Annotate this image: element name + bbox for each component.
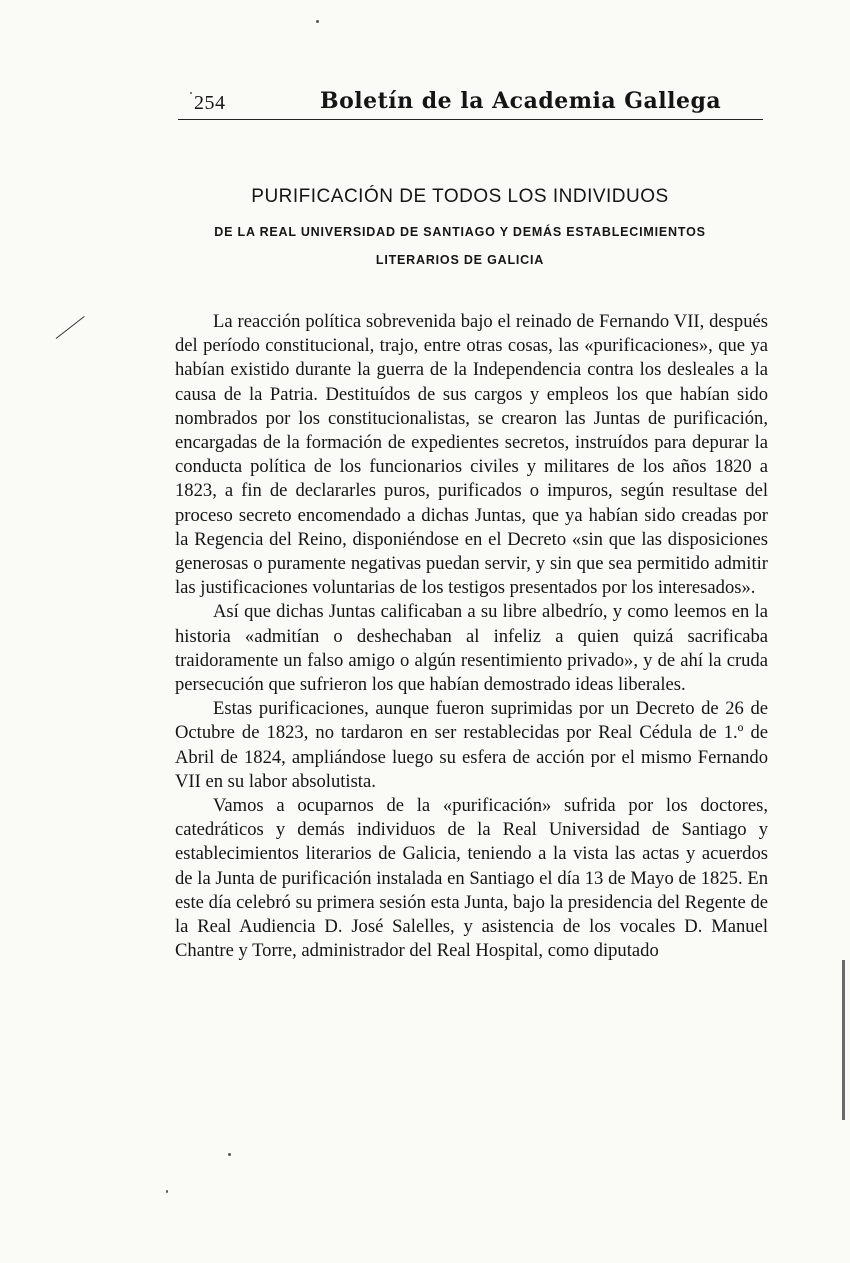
scan-speck xyxy=(316,20,319,23)
body-paragraph-3: Estas purificaciones, aunque fueron suprimidas por un Decreto de 26 de Octubre de 1823, no tardaron en ser restablecidas por Real Cédula de 1.º de Abril de 1824, ampliándose luego su esfera de acción por el mismo Fernando VII en su labor absolutista. xyxy=(175,698,768,792)
scan-edge-shadow xyxy=(842,960,845,1120)
running-title: Boletín de la Academia Gallega xyxy=(320,88,722,114)
article-subtitle-line-1: DE LA REAL UNIVERSIDAD DE SANTIAGO Y DEMÁS ESTABLECIMIENTOS xyxy=(214,225,706,239)
article-body xyxy=(175,310,768,963)
header-rule xyxy=(178,119,763,120)
page-number: 254 xyxy=(194,92,226,114)
body-paragraph-1: La reacción política sobrevenida bajo el reinado de Fernando VII, después del período constitucional, trajo, entre otras cosas, las «purificaciones», que ya habían existido durante la guerra de la Independencia contra los desleales a la causa de la Patria. Destituídos de sus cargos y empleos los que habían sido nombrados por los constitucionalistas, se crearon las Juntas de purificación, encargadas de la formación de expedientes secretos, instruídos para depurar la conducta política de los funcionarios civiles y militares de los años 1820 a 1823, a fin de declararles puros, purificados o impuros, según resultase del proceso secreto encomendado a dichas Juntas, que ya habían sido creadas por la Regencia del Reino, disponiéndose en el Decreto «sin que las disposiciones generosas o puramente negativas puedan servir, y sin que sea permitido admitir las justificaciones voluntarias de los testigos presentados por los interesados». xyxy=(175,311,768,599)
body-paragraph-2: Así que dichas Juntas calificaban a su libre albedrío, y como leemos en la historia «admitían o deshechaban al infeliz a quien quizá sacrificaba traidoramente un falso amigo o algún resentimiento privado», y de ahí la cruda persecución que sufrieron los que habían demostrado ideas liberales. xyxy=(175,601,768,696)
article-title: PURIFICACIÓN DE TODOS LOS INDIVIDUOS xyxy=(251,186,669,207)
margin-pencil-mark xyxy=(56,316,85,339)
body-paragraph-4: Vamos a ocuparnos de la «purificación» sufrida por los doctores, catedráticos y demás individuos de la Real Universidad de Santiago y establecimientos literarios de Galicia, teniendo a la vista las actas y acuerdos de la Junta de purificación instalada en Santiago el día 13 de Mayo de 1825. En este día celebró su primera sesión esta Junta, bajo la presidencia del Regente de la Real Audiencia D. José Salelles, y asistencia de los vocales D. Manuel Chantre y Torre, administrador del Real Hospital, como diputado xyxy=(175,795,768,962)
scan-speck xyxy=(228,1153,231,1156)
article-subtitle-line-2: LITERARIOS DE GALICIA xyxy=(375,253,545,267)
page-header xyxy=(178,88,763,118)
scan-speck xyxy=(166,1190,168,1193)
scan-speck xyxy=(190,92,192,94)
